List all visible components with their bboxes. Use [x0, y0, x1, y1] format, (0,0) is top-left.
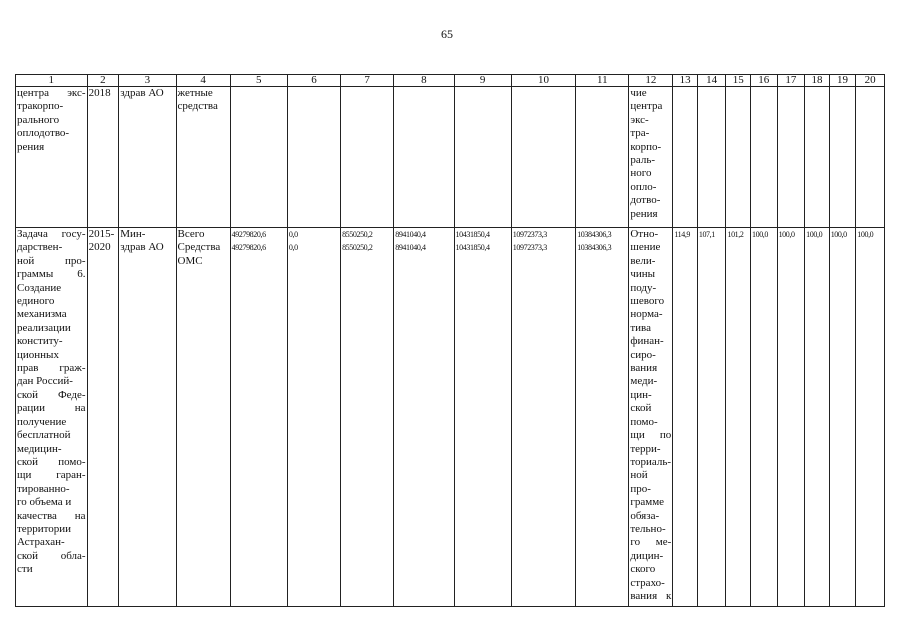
amount-value: 8550250,2	[342, 243, 373, 253]
text-line: тированно-	[17, 482, 70, 495]
amount-value: 0,0	[288, 243, 298, 253]
text-line: Задача госу-	[17, 228, 86, 240]
text-line: ской помо-	[17, 455, 86, 468]
amount-cell	[230, 87, 287, 228]
amount-cell	[454, 228, 511, 607]
text-line: тельно-	[630, 522, 666, 535]
text-line: конститу-	[17, 335, 63, 348]
text-line: обяза-	[630, 509, 660, 522]
indicator-cell	[629, 228, 673, 607]
value-cell	[751, 87, 778, 228]
header-cell: 17	[777, 75, 805, 87]
page-number: 65	[441, 27, 453, 41]
indicator-value: 100,0	[857, 230, 874, 239]
text-line: меди-	[630, 375, 658, 388]
text-line: вели-	[630, 254, 656, 267]
text-line: Мин-	[120, 228, 146, 240]
indicator-value: 107,1	[698, 230, 715, 239]
text-line: качества на	[17, 509, 86, 522]
text-line: единого	[17, 295, 55, 308]
text-line: экс-	[630, 113, 649, 126]
header-cell: 19	[829, 75, 856, 87]
header-cell: 10	[511, 75, 575, 87]
header-cell: 12	[629, 75, 673, 87]
text-line: ториаль-	[630, 455, 672, 468]
text-line: помо-	[630, 415, 658, 428]
indicator-value: 101,2	[727, 230, 744, 239]
amount-value: 0,0	[288, 230, 298, 239]
amount-cell	[230, 228, 287, 607]
header-cell: 7	[341, 75, 394, 87]
header-cell: 8	[394, 75, 454, 87]
text-line: дотво-	[630, 194, 661, 207]
text-line: рения	[630, 207, 658, 220]
amount-value: 10972373,3	[512, 243, 547, 253]
amount-value: 10972373,3	[512, 230, 547, 239]
amount-cell	[341, 87, 394, 228]
indicator-value: 100,0	[830, 230, 847, 239]
text-line: про-	[630, 482, 651, 495]
text-line: центра	[630, 100, 663, 113]
header-cell: 18	[805, 75, 830, 87]
header-cell: 5	[230, 75, 287, 87]
amount-value: 10384306,3	[577, 243, 612, 253]
text-line: го объема и	[17, 496, 72, 509]
indicator-value: 100,0	[752, 230, 769, 239]
amount-cell	[394, 228, 454, 607]
year-cell: 2018	[87, 87, 119, 228]
indicator-value: 100,0	[806, 230, 823, 239]
amount-value: 10431850,4	[455, 243, 490, 253]
text-line: рения	[17, 140, 45, 153]
executor-cell: здрав АО	[119, 87, 176, 228]
text-line: ской	[630, 402, 652, 415]
text-line: страхо-	[630, 576, 665, 589]
text-line: тива	[630, 321, 651, 334]
amount-value: 49279820,6	[231, 230, 266, 239]
amount-cell	[511, 87, 575, 228]
task-name-cell	[16, 87, 88, 228]
text-line: оплодотво-	[17, 127, 70, 140]
text-line: раль-	[630, 154, 656, 167]
amount-value: 10384306,3	[577, 230, 612, 239]
text-line: шевого	[630, 295, 665, 308]
text-line: опло-	[630, 180, 657, 193]
text-line: ского	[630, 563, 656, 576]
value-cell	[673, 228, 698, 607]
text-line: рации на	[17, 402, 86, 415]
value-cell	[726, 87, 751, 228]
text-line: ного	[630, 167, 652, 180]
text-line: чины	[630, 268, 656, 281]
indicator-cell	[629, 87, 673, 228]
amount-cell	[394, 87, 454, 228]
text-line: Создание	[17, 281, 62, 294]
amount-cell	[287, 87, 340, 228]
text-line: центра экс-	[17, 87, 86, 99]
text-line: щи гаран-	[17, 469, 86, 482]
text-line: ционных	[17, 348, 59, 361]
amount-cell	[287, 228, 340, 607]
text-line: сти	[17, 563, 33, 576]
text-line: вания	[630, 362, 658, 375]
text-line: территории	[17, 522, 72, 535]
value-cell	[805, 228, 830, 607]
value-cell	[751, 228, 778, 607]
header-cell: 11	[576, 75, 629, 87]
text-line: Астрахан-	[17, 536, 65, 549]
executor-cell	[119, 228, 176, 607]
amount-value: 49279820,6	[231, 243, 266, 253]
value-cell	[777, 87, 805, 228]
text-line: тра-	[630, 127, 650, 140]
text-line: здрав АО	[120, 241, 164, 254]
text-line: прав граж-	[17, 362, 86, 375]
table-row	[16, 228, 885, 607]
text-line: бесплатной	[17, 429, 71, 442]
text-line: шение	[630, 241, 661, 254]
text-line: Средства ОМС	[177, 241, 221, 267]
text-line: цин-	[630, 388, 652, 401]
amount-cell	[511, 228, 575, 607]
header-cell: 1	[16, 75, 88, 87]
text-line: терри-	[630, 442, 661, 455]
amount-cell	[341, 228, 394, 607]
text-line: рального	[17, 113, 60, 126]
text-line: чие	[630, 87, 647, 99]
value-cell	[856, 228, 885, 607]
program-table	[15, 74, 885, 607]
amount-value: 8550250,2	[342, 230, 373, 239]
text-line: норма-	[630, 308, 663, 321]
header-cell: 16	[751, 75, 778, 87]
amount-value: 8941040,4	[395, 230, 426, 239]
text-line: механизма	[17, 308, 67, 321]
header-cell: 9	[454, 75, 511, 87]
text-line: поду-	[630, 281, 657, 294]
value-cell	[726, 228, 751, 607]
text-line: ской Феде-	[17, 388, 86, 401]
task-name-cell	[16, 228, 88, 607]
value-cell	[673, 87, 698, 228]
header-row	[16, 75, 885, 87]
text-line: ской обла-	[17, 549, 86, 562]
header-cell: 3	[119, 75, 176, 87]
source-cell	[176, 228, 230, 607]
amount-value: 8941040,4	[395, 243, 426, 253]
text-line: вания к	[630, 589, 672, 602]
amount-cell	[454, 87, 511, 228]
header-cell: 14	[697, 75, 726, 87]
text-line: 2020	[88, 241, 111, 254]
source-cell: жетные средства	[176, 87, 230, 228]
amount-cell	[576, 87, 629, 228]
year-cell	[87, 228, 119, 607]
text-line: получение	[17, 415, 67, 428]
text-line: Отно-	[630, 228, 659, 240]
value-cell	[697, 228, 726, 607]
header-cell: 6	[287, 75, 340, 87]
text-line: сиро-	[630, 348, 656, 361]
text-line: грамме	[630, 496, 665, 509]
indicator-value: 100,0	[778, 230, 795, 239]
text-line: дан Россий-	[17, 375, 73, 388]
text-line: реализации	[17, 321, 71, 334]
header-cell: 13	[673, 75, 698, 87]
text-line: корпо-	[630, 140, 662, 153]
value-cell	[829, 228, 856, 607]
indicator-value: 114,9	[674, 230, 691, 239]
header-cell: 15	[726, 75, 751, 87]
amount-value: 10431850,4	[455, 230, 490, 239]
text-line: Всего	[177, 228, 205, 240]
header-cell: 20	[856, 75, 885, 87]
value-cell	[777, 228, 805, 607]
table-row	[16, 87, 885, 228]
text-line: дарствен-	[17, 241, 63, 254]
text-line: ной	[630, 469, 648, 482]
amount-cell	[576, 228, 629, 607]
text-line: медицин-	[17, 442, 62, 455]
text-line: го ме-	[630, 536, 672, 549]
text-line: щи по	[630, 429, 672, 442]
header-cell: 4	[176, 75, 230, 87]
text-line: ной про-	[17, 254, 86, 267]
text-line: финан-	[630, 335, 664, 348]
value-cell	[697, 87, 726, 228]
value-cell	[856, 87, 885, 228]
text-line: дицин-	[630, 549, 664, 562]
text-line: граммы 6.	[17, 268, 86, 281]
text-line: тракорпо-	[17, 100, 64, 113]
value-cell	[829, 87, 856, 228]
value-cell	[805, 87, 830, 228]
header-cell: 2	[87, 75, 119, 87]
text-line: 2015-	[88, 228, 115, 240]
